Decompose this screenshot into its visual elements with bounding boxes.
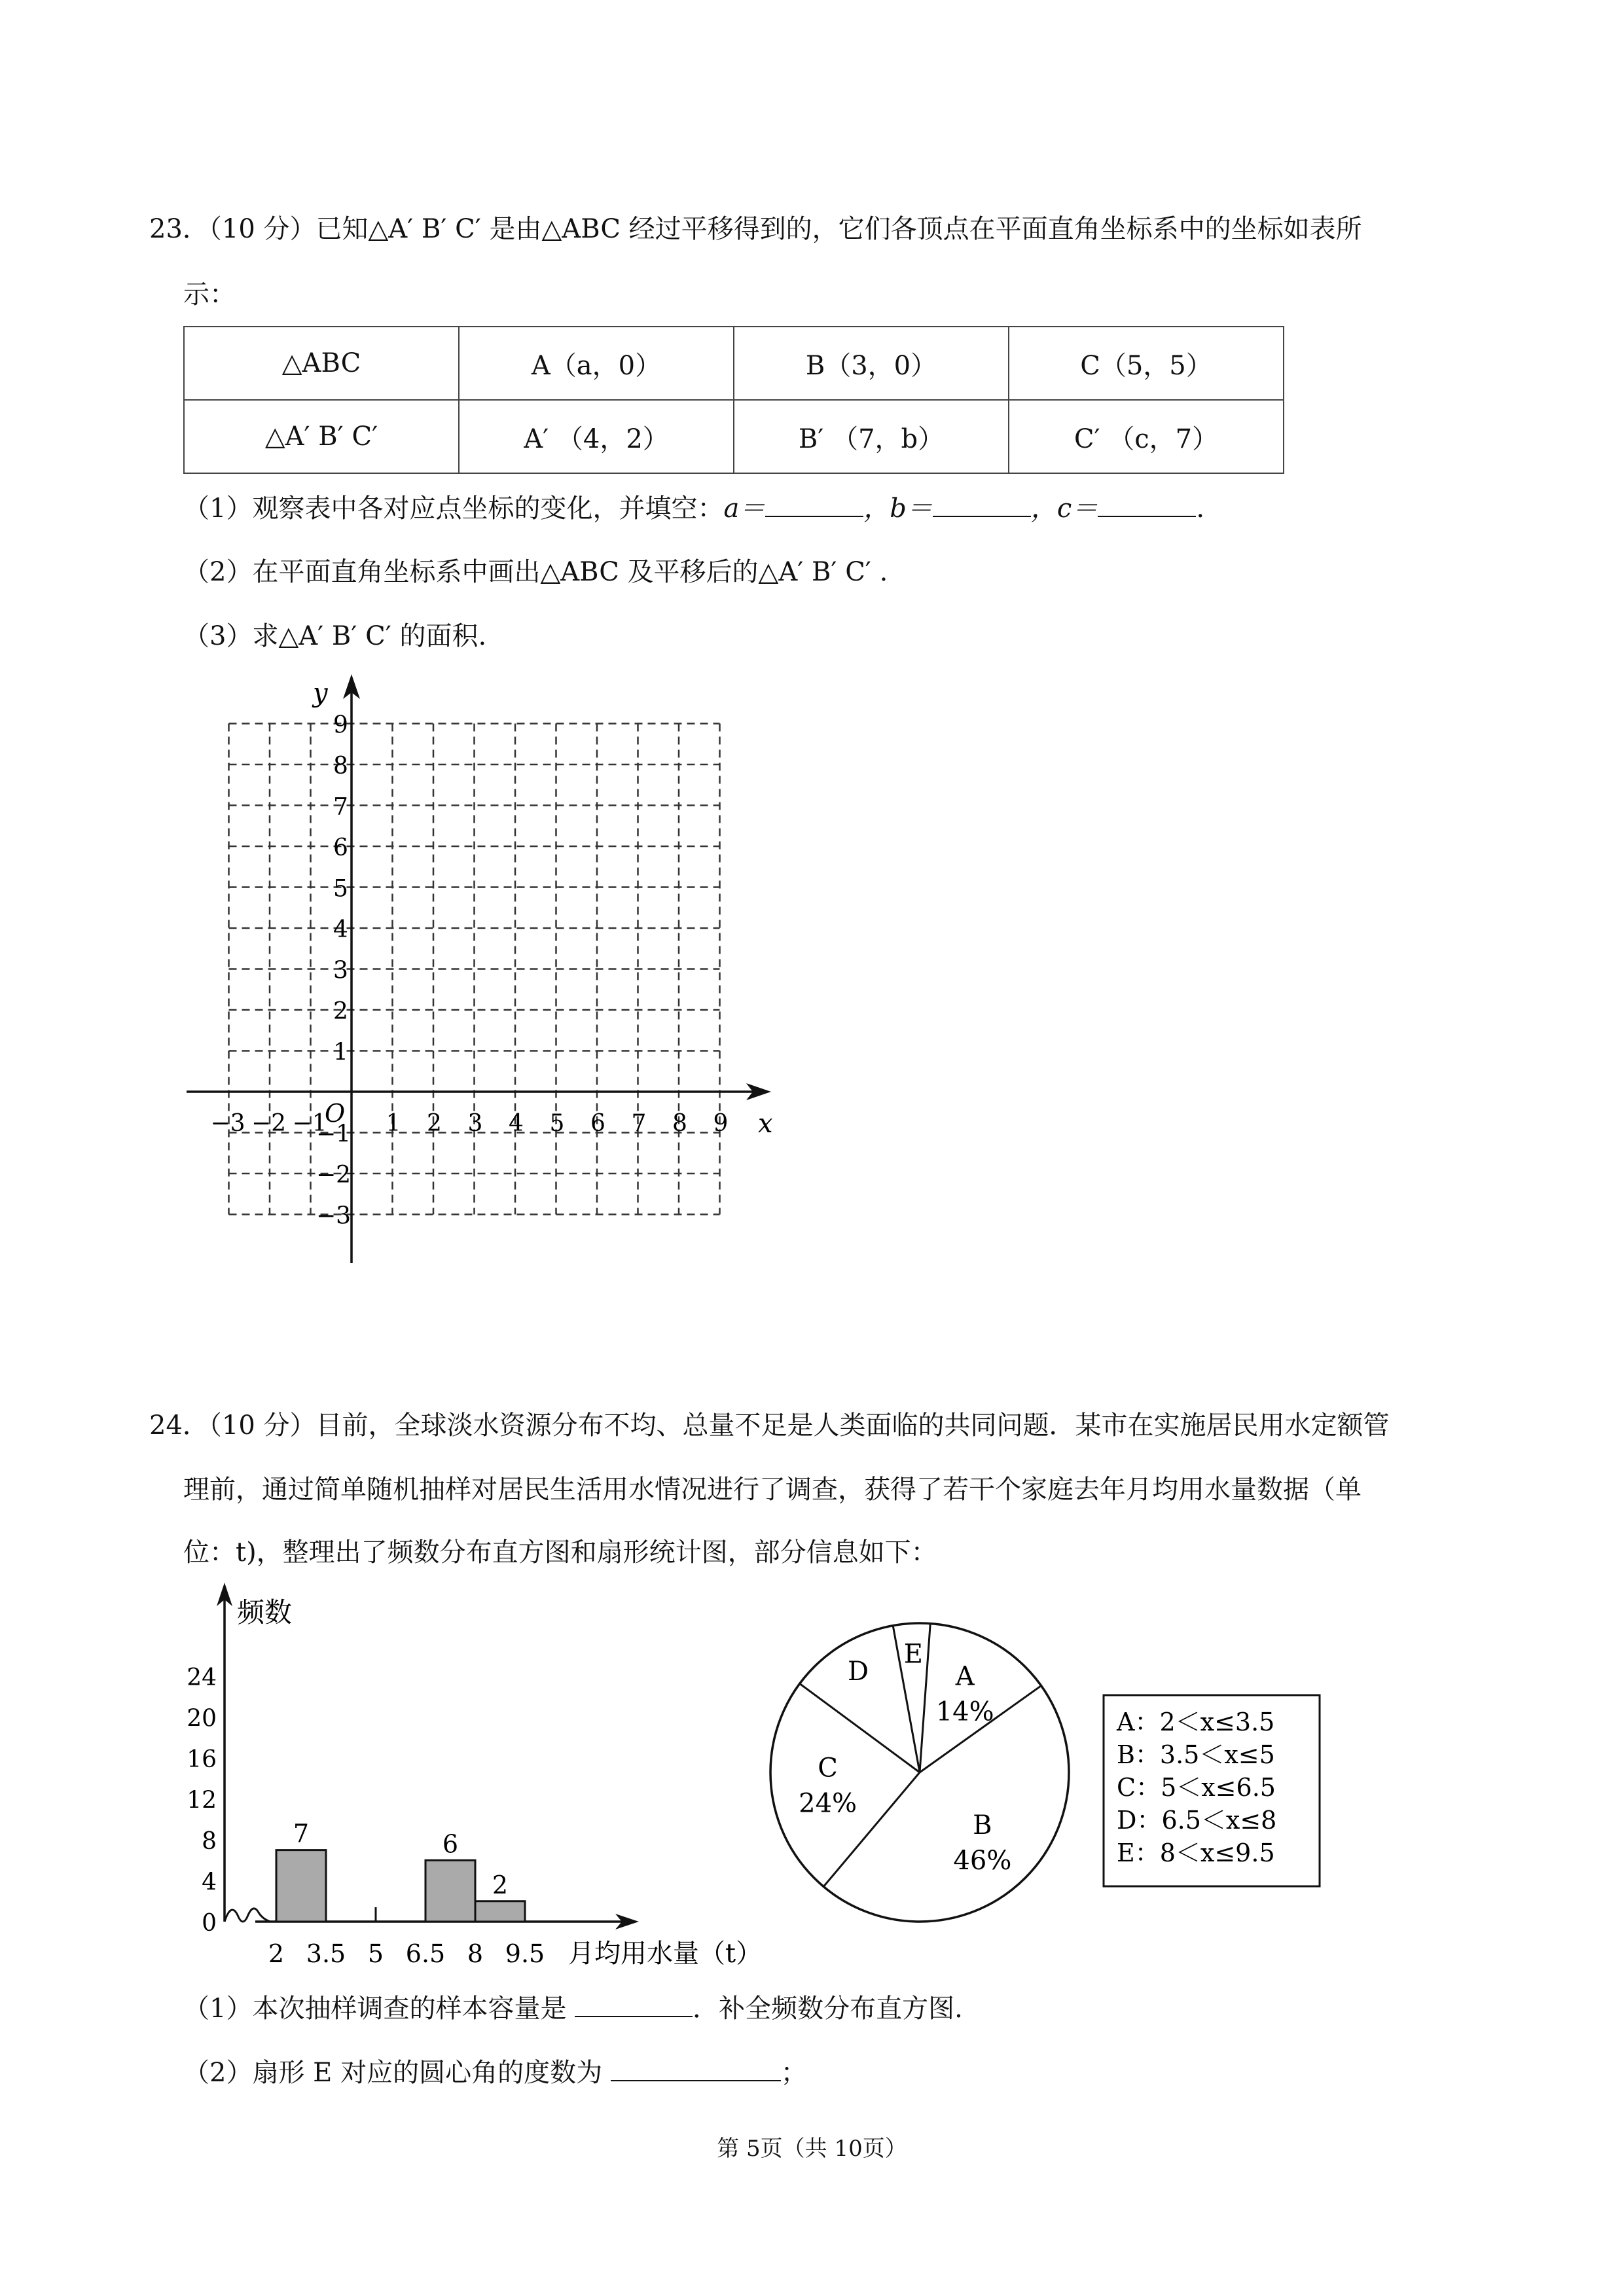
histogram-x-tick-label: 2	[268, 1939, 285, 1968]
q24-stem-line2: 理前，通过简单随机抽样对居民生活用水情况进行了调查，获得了若干个家庭去年月均用水量数据（单	[183, 1475, 1362, 1505]
histogram-x-tick-label: 8	[467, 1939, 484, 1968]
x-tick-label: 4	[509, 1110, 524, 1137]
y-tick-label: 3	[333, 957, 348, 984]
page-footer: 第 5页（共 10页）	[717, 2136, 907, 2162]
pie-legend-item: A：2＜x≤3.5	[1117, 1708, 1275, 1736]
histogram-y-tick-label: 12	[187, 1787, 217, 1814]
q23-sub1-b: ，b＝	[863, 493, 933, 524]
x-tick-label: 6	[590, 1110, 605, 1137]
x-tick-label: 1	[386, 1110, 401, 1137]
table-cell: △ABC	[184, 327, 459, 400]
histogram-bar-label: 7	[293, 1819, 310, 1848]
q23-sub3: （3）求△A′ B′ C′ 的面积.	[183, 621, 487, 651]
q23-sub1-prefix: （1）观察表中各对应点坐标的变化，并填空：	[183, 493, 724, 524]
y-tick-label: 1	[333, 1039, 348, 1066]
pie-slice-label: B	[973, 1810, 992, 1840]
y-tick-label: 9	[333, 711, 348, 739]
q24-sub2-end: ；	[780, 2058, 807, 2088]
pie-slice-label: E	[903, 1639, 923, 1670]
table-cell: B（3，0）	[734, 327, 1009, 400]
histogram-x-tick-label: 6.5	[405, 1939, 446, 1968]
histogram-bar-label: 2	[492, 1870, 509, 1899]
x-tick-label: −3	[210, 1110, 245, 1137]
q23-sub1-a: a＝	[723, 493, 766, 524]
table-cell: △A′ B′ C′	[184, 400, 459, 473]
y-tick-label: 7	[333, 793, 348, 821]
q23-stem-line1: 23．（10 分）已知△A′ B′ C′ 是由△ABC 经过平移得到的，它们各顶点在平面直角坐标系中的坐标如表所	[149, 214, 1362, 244]
q24-stem-line1: 24．（10 分）目前，全球淡水资源分布不均、总量不足是人类面临的共同问题．某市在实施居民用水定额管	[149, 1410, 1390, 1441]
pie-legend-item: E：8＜x≤9.5	[1117, 1839, 1275, 1867]
x-tick-label: 5	[549, 1110, 565, 1137]
q23-sub1-c: ，c＝	[1030, 493, 1098, 524]
histogram-y-label: 频数	[237, 1596, 293, 1628]
pie-legend-item: D：6.5＜x≤8	[1117, 1806, 1277, 1835]
histogram-x-tick-label: 3.5	[306, 1939, 346, 1968]
histogram-y-tick-label: 8	[202, 1828, 217, 1855]
histogram-bar-label: 6	[442, 1829, 459, 1859]
pie-legend-item: C：5＜x≤6.5	[1117, 1773, 1276, 1802]
table-cell: C（5，5）	[1009, 327, 1284, 400]
q23-stem-line2: 示：	[183, 279, 236, 310]
histogram-x-label: 月均用水量（t）	[568, 1939, 763, 1969]
table-cell: A′ （4，2）	[459, 400, 734, 473]
pie-slice-percent: 24%	[799, 1788, 857, 1819]
pie-slice-percent: 14%	[935, 1696, 994, 1727]
y-tick-label: 2	[333, 998, 348, 1025]
y-tick-label: 5	[333, 875, 348, 903]
pie-slice-percent: 46%	[953, 1845, 1012, 1876]
y-tick-label: 6	[333, 834, 348, 861]
answer-blank-angle-e[interactable]	[611, 2054, 781, 2081]
x-tick-label: 9	[713, 1110, 729, 1137]
table-cell: B′ （7，b）	[734, 400, 1009, 473]
q24-sub2-text: （2）扇形 E 对应的圆心角的度数为	[183, 2058, 603, 2088]
x-tick-label: 3	[467, 1110, 483, 1137]
y-tick-label: −3	[316, 1202, 352, 1230]
x-tick-label: 7	[631, 1110, 647, 1137]
histogram-y-tick-label: 24	[187, 1664, 217, 1691]
table-cell: A（a，0）	[459, 327, 734, 400]
table-cell: C′ （c，7）	[1009, 400, 1284, 473]
y-axis-label: y	[313, 678, 328, 708]
x-axis-label: x	[758, 1109, 773, 1139]
q24-sub1	[183, 1990, 963, 2027]
y-tick-label: −2	[316, 1162, 352, 1189]
x-tick-label: −1	[292, 1110, 327, 1137]
q23-sub1-end: .	[1196, 493, 1205, 524]
q24-sub2	[183, 2054, 807, 2091]
origin-label: O	[325, 1099, 346, 1128]
q24-stem-line3: 位：t)，整理出了频数分布直方图和扇形统计图，部分信息如下：	[183, 1537, 937, 1568]
histogram-y-tick-label: 0	[202, 1910, 217, 1937]
x-tick-label: 8	[672, 1110, 687, 1137]
x-tick-label: 2	[427, 1110, 442, 1137]
q24-sub1-end: ．补全频数分布直方图.	[693, 1994, 963, 2024]
histogram-y-tick-label: 20	[187, 1705, 217, 1732]
pie-legend-item: B：3.5＜x≤5	[1117, 1740, 1275, 1769]
histogram-y-tick-label: 16	[187, 1746, 217, 1773]
y-tick-label: 4	[333, 916, 348, 943]
pie-slice-label: A	[955, 1661, 975, 1692]
histogram-x-tick-label: 5	[367, 1939, 384, 1968]
y-tick-label: −1	[316, 1121, 352, 1148]
histogram-y-tick-label: 4	[202, 1869, 217, 1896]
q24-sub1-text: （1）本次抽样调查的样本容量是	[183, 1994, 567, 2024]
answer-blank-sample-size[interactable]	[575, 1990, 693, 2017]
x-tick-label: −2	[251, 1110, 287, 1137]
histogram-x-tick-label: 9.5	[505, 1939, 545, 1968]
pie-slice-label: D	[847, 1657, 869, 1687]
y-tick-label: 8	[333, 753, 348, 780]
q23-sub2: （2）在平面直角坐标系中画出△ABC 及平移后的△A′ B′ C′ .	[183, 557, 888, 587]
pie-slice-label: C	[818, 1753, 838, 1784]
